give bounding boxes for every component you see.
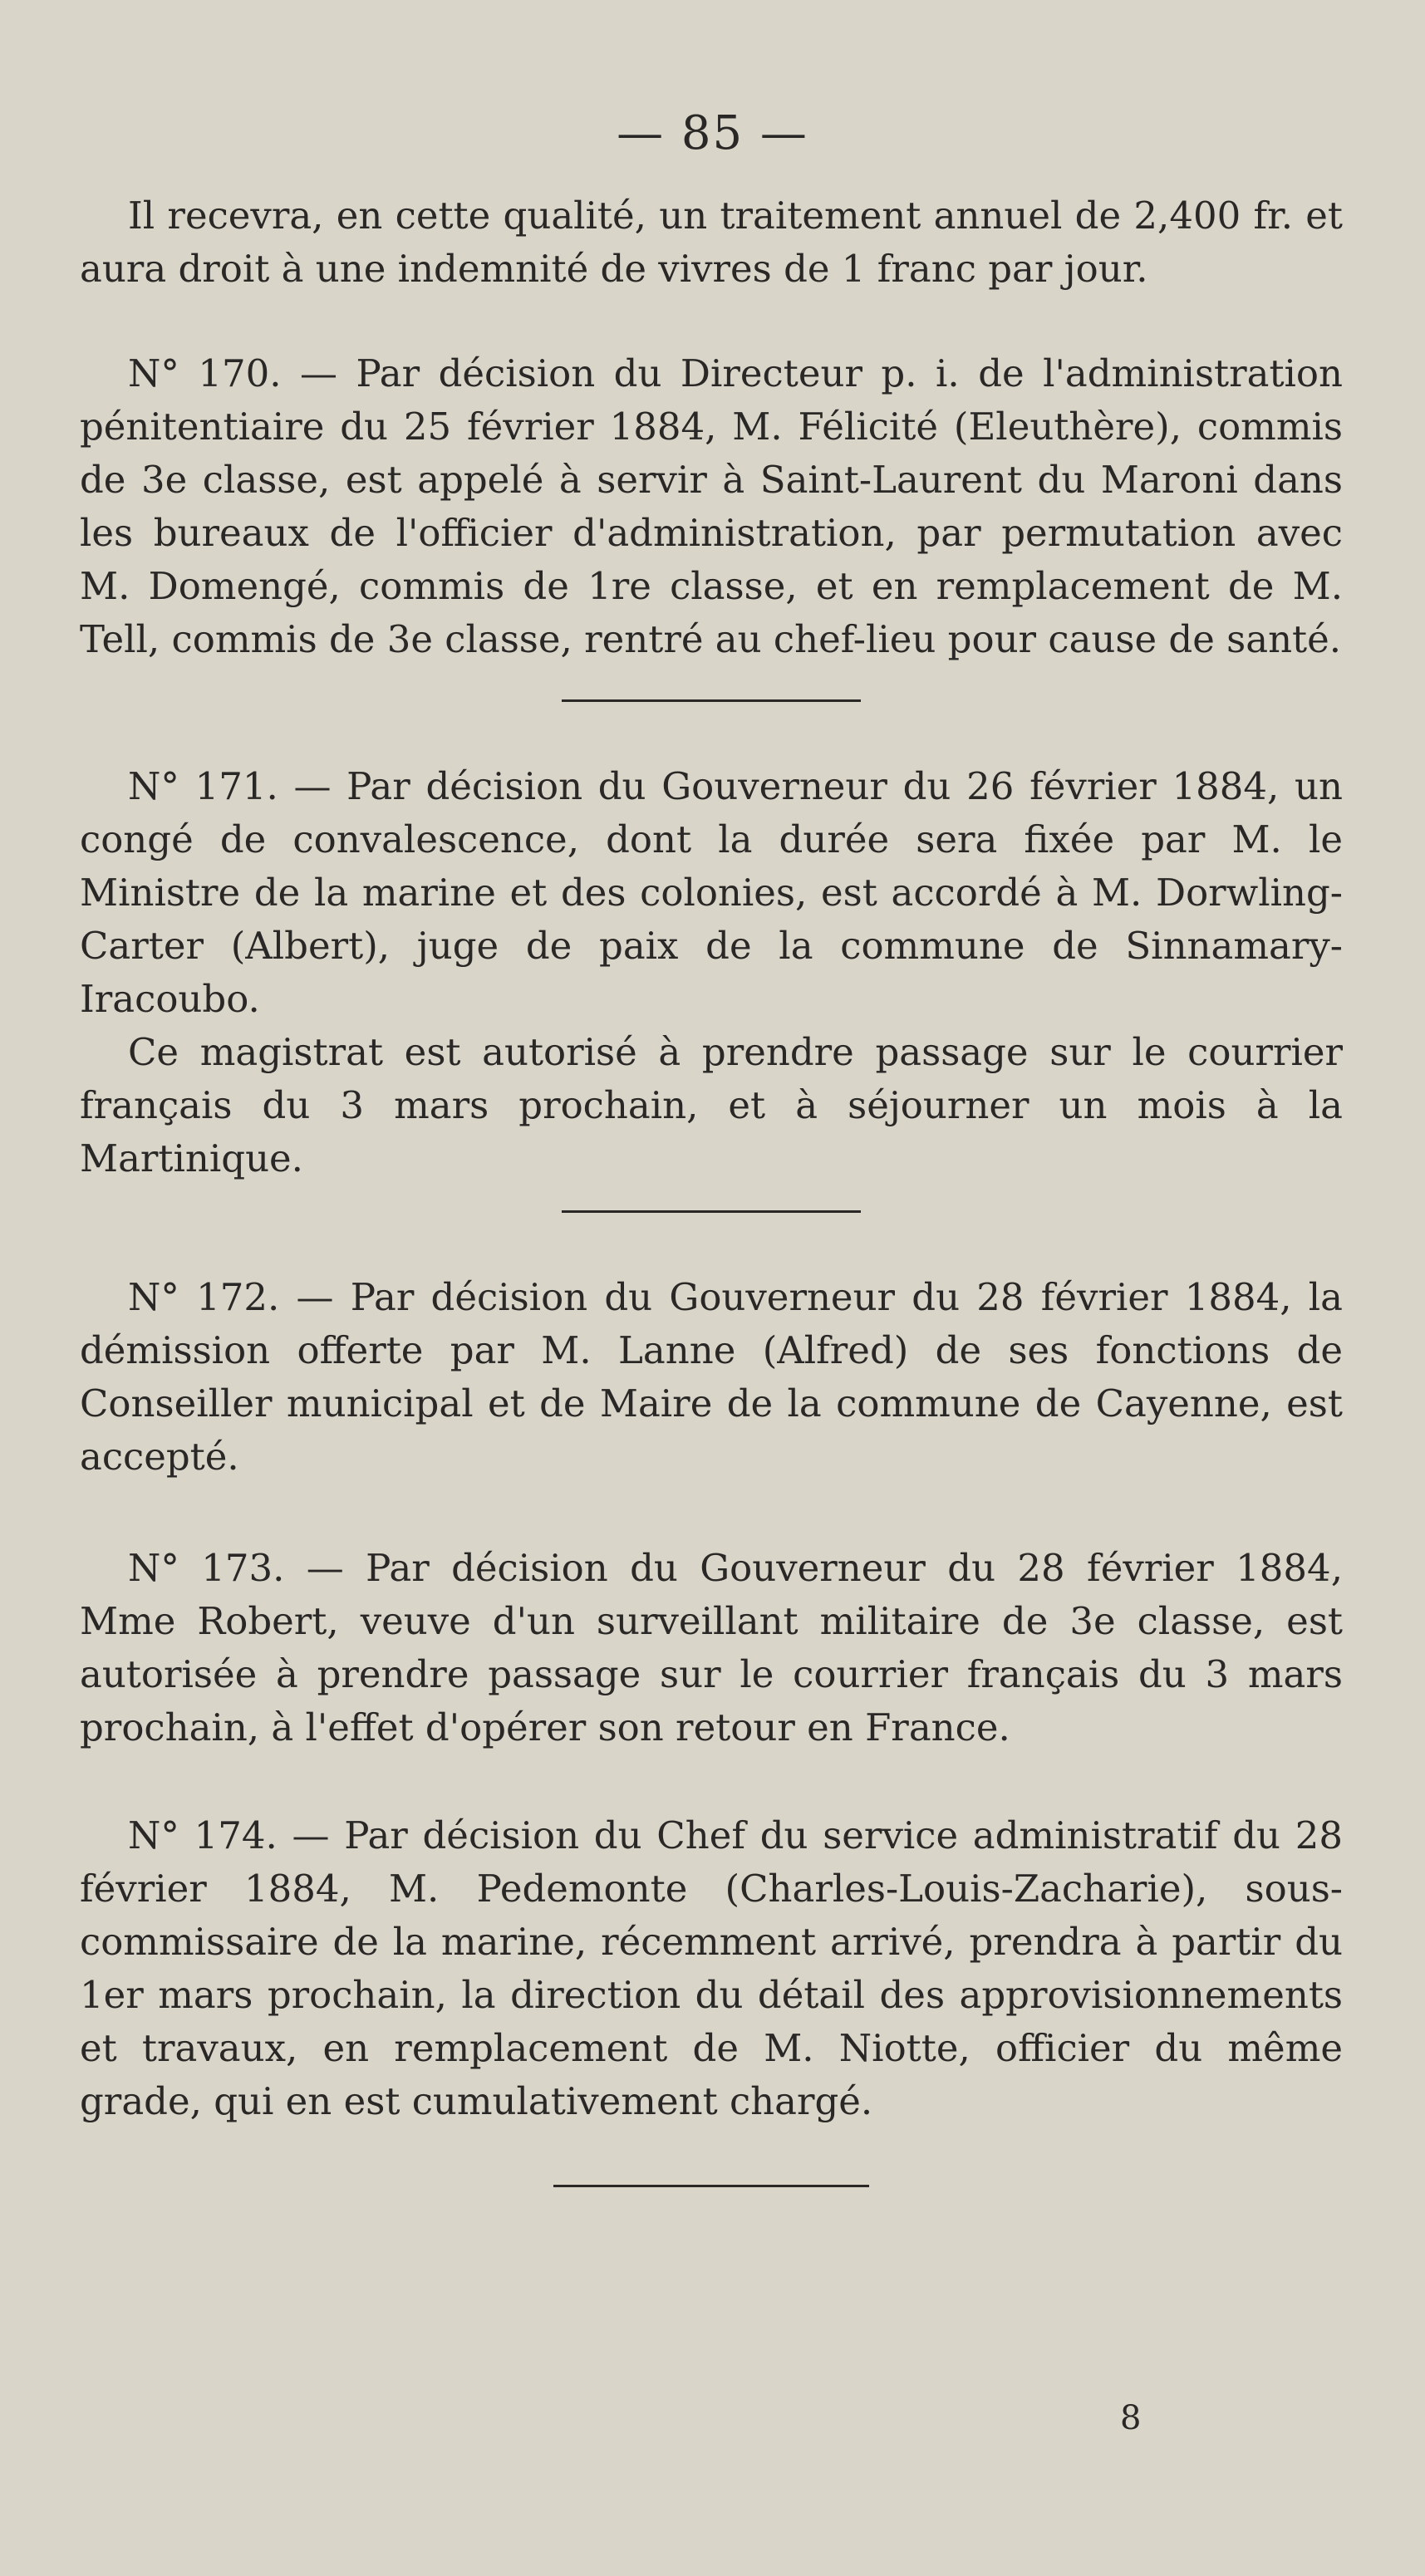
entry-number: N° 172. — [128, 1275, 280, 1319]
entry-number: N° 170. — [128, 351, 282, 395]
entry-paragraph — [80, 1542, 1343, 1754]
separator-rule — [553, 2185, 869, 2187]
entry-173 — [80, 1542, 1343, 1754]
entry-number: N° 174. — [128, 1813, 278, 1857]
entry-number: N° 173. — [128, 1546, 285, 1590]
entry-number: N° 171. — [128, 764, 278, 808]
separator-rule — [562, 1210, 861, 1213]
entry-text: — Par décision du Directeur p. i. de l'administration pénitentiaire du 25 février 1884, M. Félicité (Eleuthère), commis de 3e classe, est appelé à servir à Saint-Laurent du Maroni dans les bureaux de l'officier d'administration, par permutation avec M. Domengé, commis de 1re classe, et en remplacement de M. Tell, commis de 3e classe, rentré au chef-lieu pour cause de santé. — [80, 351, 1344, 661]
entry-paragraph — [80, 347, 1343, 666]
entry-paragraph — [80, 760, 1343, 1026]
entry-171 — [80, 760, 1343, 1185]
entry-paragraph-continued: Ce magistrat est autorisé à prendre passage sur le courrier français du 3 mars prochain, et à séjourner un mois à la Martinique. — [80, 1030, 1343, 1180]
entry-text: — Par décision du Chef du service administratif du 28 février 1884, M. Pedemonte (Charles-Louis-Zacharie), sous-commissaire de la marine, récemment arrivé, prendra à partir du 1er mars prochain, la direction du détail des approvisionnements et travaux, en remplacement de M. Niotte, officier du même grade, qui en est cumulativement chargé. — [80, 1813, 1343, 2123]
entry-paragraph — [80, 1809, 1343, 2128]
page-content — [80, 189, 1343, 2187]
continuation-paragraph: Il recevra, en cette qualité, un traitement annuel de 2,400 fr. et aura droit à une indemnité de vivres de 1 franc par jour. — [80, 194, 1343, 291]
page-number: — 85 — — [617, 106, 808, 160]
entry-text: — Par décision du Gouverneur du 26 février 1884, un congé de convalescence, dont la durée sera fixée par M. le Ministre de la marine et des colonies, est accordé à M. Dorwling-Carter (Albert), juge de paix de la commune de Sinnamary-Iracoubo. — [80, 764, 1344, 1021]
separator-rule — [562, 699, 861, 702]
entry-170 — [80, 347, 1343, 666]
entry-text: — Par décision du Gouverneur du 28 février 1884, Mme Robert, veuve d'un surveillant militaire de 3e classe, est autorisée à prendre passage sur le courrier français du 3 mars prochain, à l'effet d'opérer son retour en France. — [80, 1546, 1343, 1749]
entry-172 — [80, 1271, 1343, 1484]
entry-text: — Par décision du Gouverneur du 28 février 1884, la démission offerte par M. Lanne (Alfred) de ses fonctions de Conseiller municipal et de Maire de la commune de Cayenne, est accepté. — [80, 1275, 1344, 1479]
signature-mark: 8 — [1120, 2399, 1142, 2437]
entry-paragraph — [80, 1271, 1343, 1484]
entry-174 — [80, 1809, 1343, 2128]
